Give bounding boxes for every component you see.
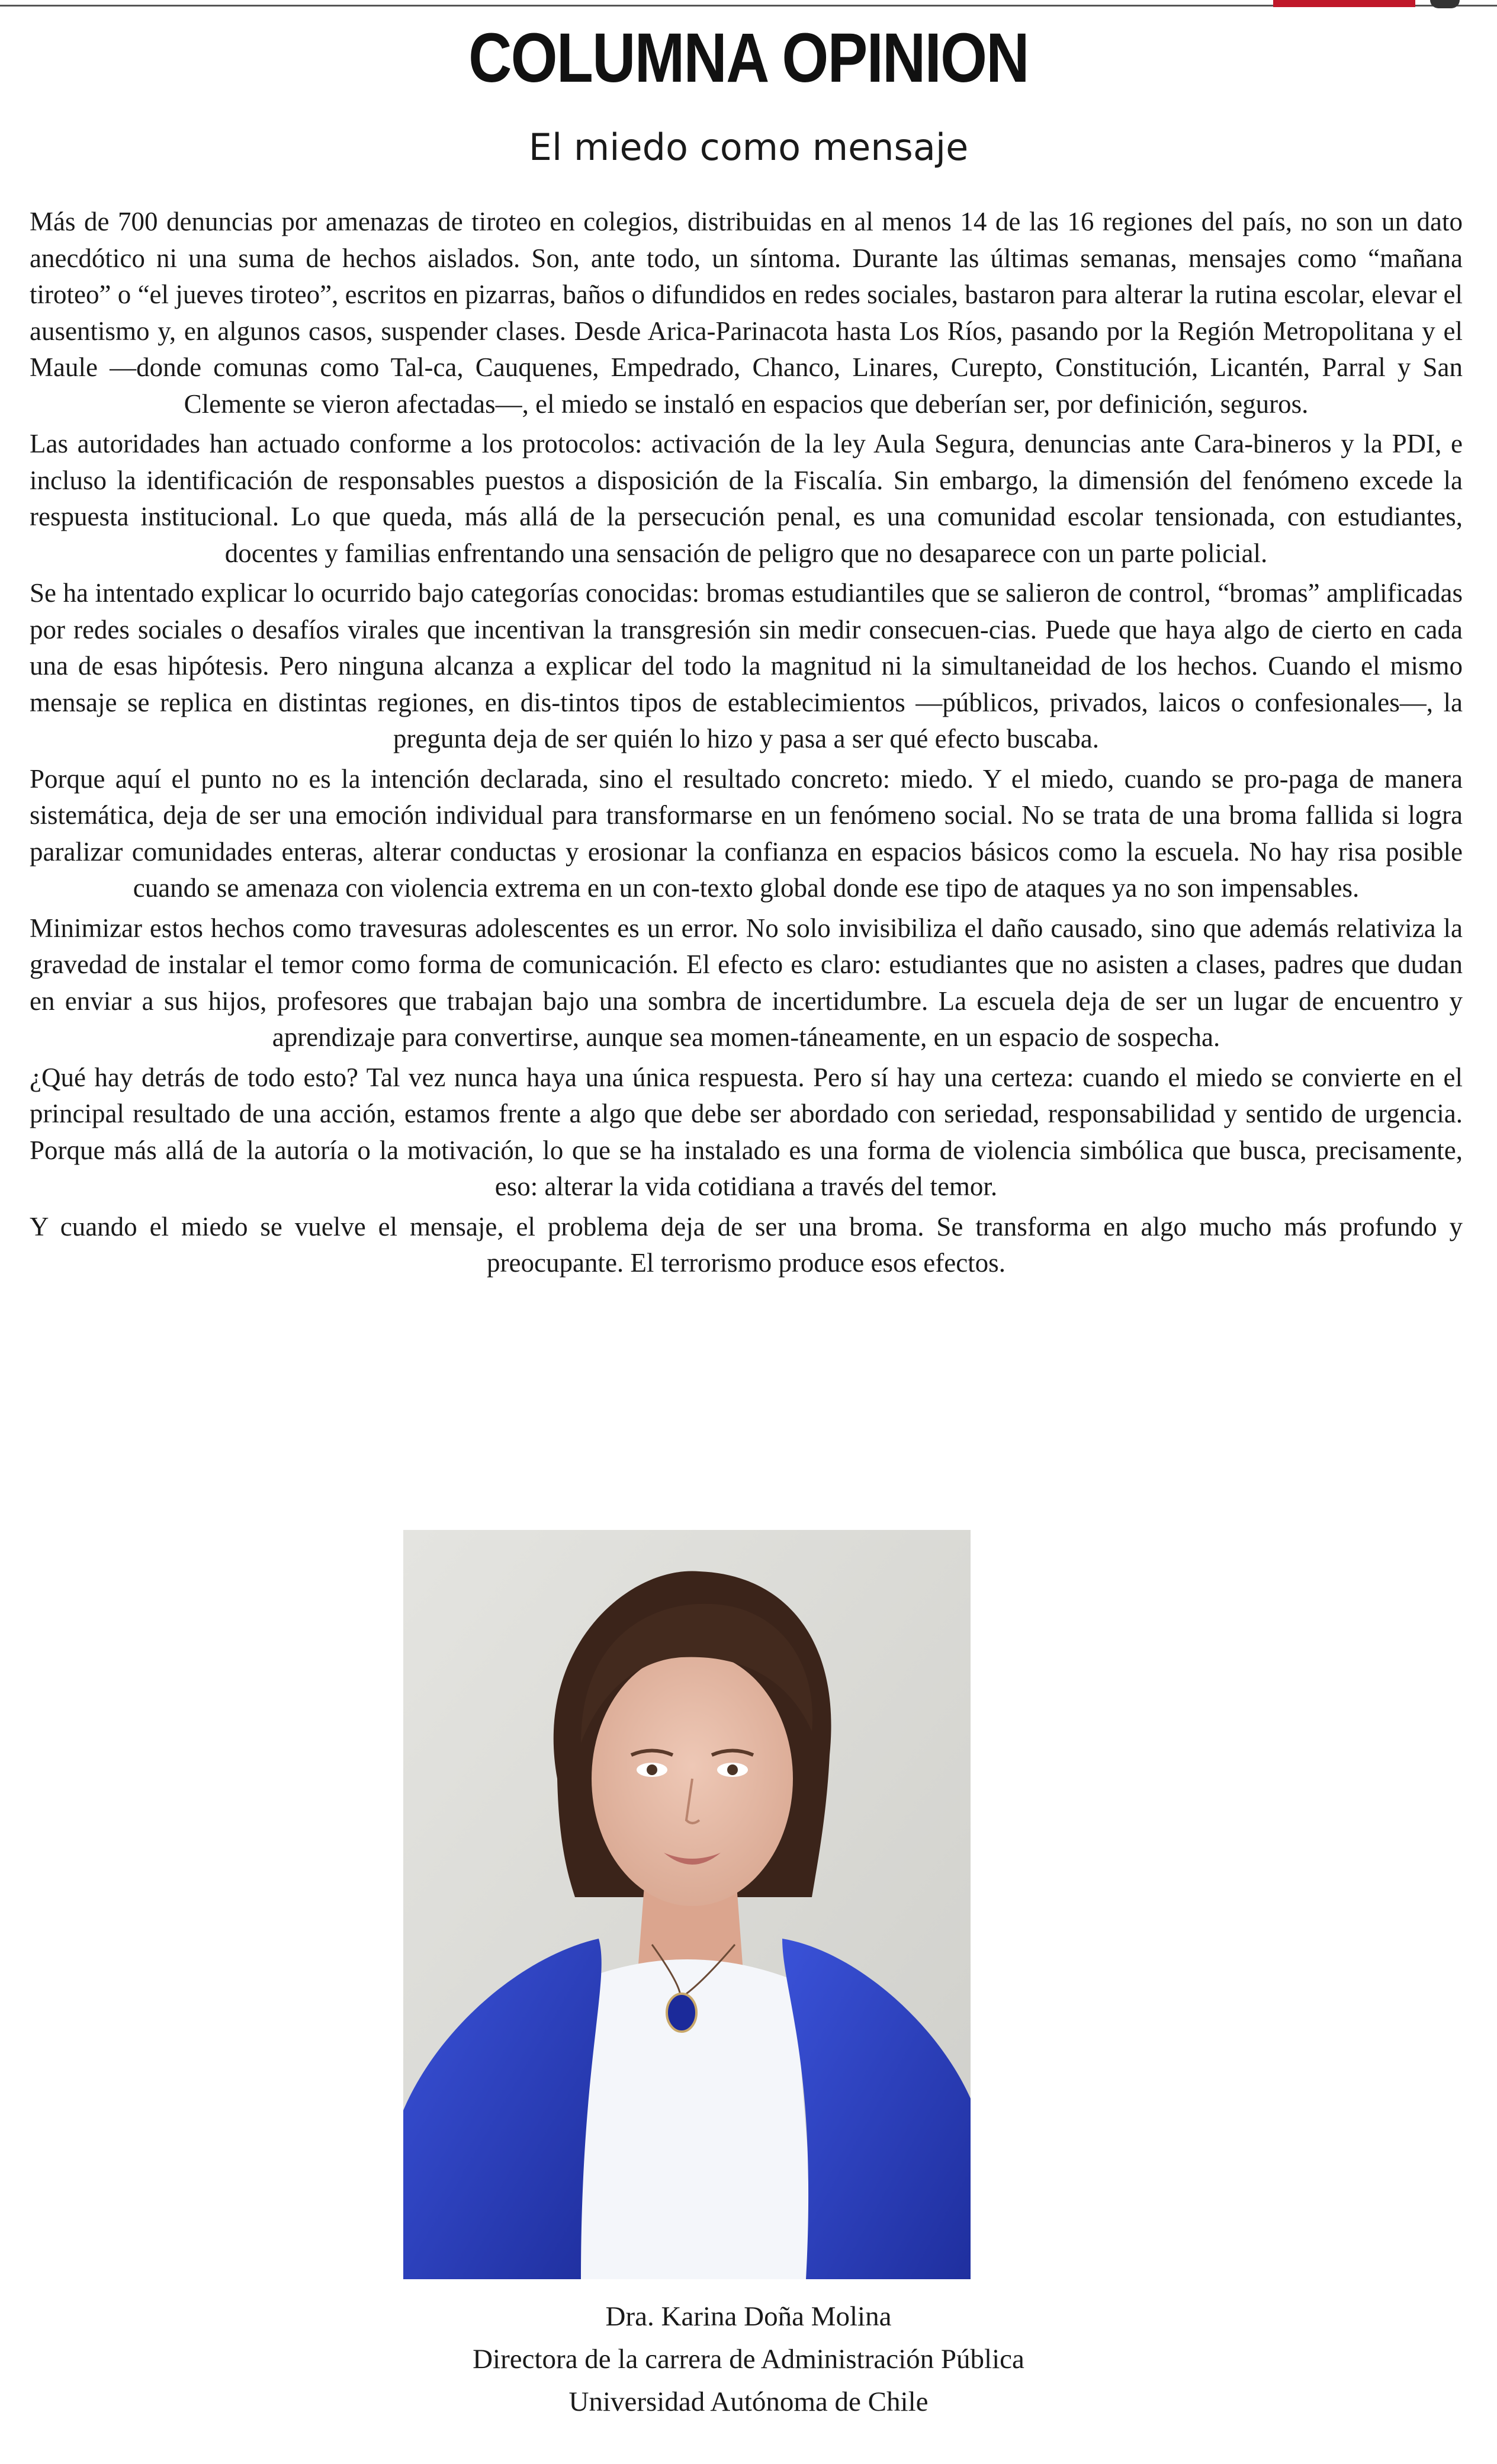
paragraph: Más de 700 denuncias por amenazas de tiroteo en colegios, distribuidas en al menos 14 de las 16 regiones del país, no son un dato anecdótico ni una suma de hechos aislados. Son, ante todo, un síntoma. Durante las últimas semanas, mensajes como “mañana tiroteo” o “el jueves tiroteo”, escritos en pizarras, baños o difundidos en redes sociales, bastaron para alterar la rutina escolar, elevar el ausentismo y, en algunos casos, suspender clases. Desde Arica-Parinacota hasta Los Ríos, pasando por la Región Metropolitana y el Maule —donde comunas como Tal-ca, Cauquenes, Empedrado, Chanco, Linares, Curepto, Constitución, Licantén, Parral y San Clemente se vieron afectadas—, el miedo se instaló en espacios que deberían ser, por definición, seguros. (30, 207, 1463, 419)
article-body (30, 204, 1463, 1285)
paragraph: Porque aquí el punto no es la intención declarada, sino el resultado concreto: miedo. Y el miedo, cuando se pro-paga de manera sistemática, deja de ser una emoción individual para transformarse en un fenómeno social. No se trata de una broma fallida si logra paralizar comunidades enteras, alterar conductas y erosionar la confianza en espacios básicos como la escuela. No hay risa posible cuando se amenaza con violencia extrema en un con-texto global donde ese tipo de ataques ya no son impensables. (30, 763, 1463, 903)
paragraph: Y cuando el miedo se vuelve el mensaje, el problema deja de ser una broma. Se transforma en algo mucho más profundo y preocupante. El terrorismo produce esos efectos. (30, 1211, 1463, 1278)
author-name: Dra. Karina Doña Molina (605, 2301, 892, 2332)
paragraph: ¿Qué hay detrás de todo esto? Tal vez nunca haya una única respuesta. Pero sí hay una certeza: cuando el miedo se convierte en el principal resultado de una acción, estamos frente a algo que debe ser abordado con seriedad, responsabilidad y sentido de urgencia. Porque más allá de la autoría o la motivación, lo que se ha instalado es una forma de violencia simbólica que busca, precisamente, eso: alterar la vida cotidiana a través del temor. (30, 1062, 1463, 1201)
author-caption (0, 2295, 1497, 2423)
page-number-mark (1430, 0, 1460, 8)
paragraph: Se ha intentado explicar lo ocurrido bajo categorías conocidas: bromas estudiantiles que se salieron de control, “bromas” amplificadas por redes sociales o desafíos virales que incentivan la transgresión sin medir consecuen-cias. Puede que haya algo de cierto en cada una de esas hipótesis. Pero ninguna alcanza a explicar del todo la magnitud ni la simultaneidad de los hechos. Cuando el mismo mensaje se replica en distintas regiones, en dis-tintos tipos de establecimientos —públicos, privados, laicos o confesionales—, la pregunta deja de ser quién lo hizo y pasa a ser qué efecto buscaba. (30, 578, 1463, 753)
article-headline: El miedo como mensaje (528, 126, 969, 169)
section-title: COLUMNA OPINION (468, 19, 1029, 97)
author-role: Directora de la carrera de Administración Pública (473, 2344, 1024, 2375)
paragraph: Minimizar estos hechos como travesuras adolescentes es un error. No solo invisibiliza el daño causado, sino que además relativiza la gravedad de instalar el temor como forma de comunicación. El efecto es claro: estudiantes que no asisten a clases, padres que dudan en enviar a sus hijos, profesores que trabajan bajo una sombra de incertidumbre. La escuela deja de ser un lugar de encuentro y aprendizaje para convertirse, aunque sea momen-táneamente, en un espacio de sospecha. (30, 913, 1463, 1052)
author-institution: Universidad Autónoma de Chile (568, 2386, 929, 2417)
header-accent-bar (1273, 0, 1415, 7)
top-rule (0, 5, 1497, 7)
paragraph: Las autoridades han actuado conforme a los protocolos: activación de la ley Aula Segura, denuncias ante Cara-bineros y la PDI, e incluso la identificación de responsables puestos a disposición de la Fiscalía. Sin embargo, la dimensión del fenómeno excede la respuesta institucional. Lo que queda, más allá de la persecución penal, es una comunidad escolar tensionada, con estudiantes, docentes y familias enfrentando una sensación de peligro que no desaparece con un parte policial. (30, 429, 1463, 568)
author-photo (403, 1530, 971, 2279)
